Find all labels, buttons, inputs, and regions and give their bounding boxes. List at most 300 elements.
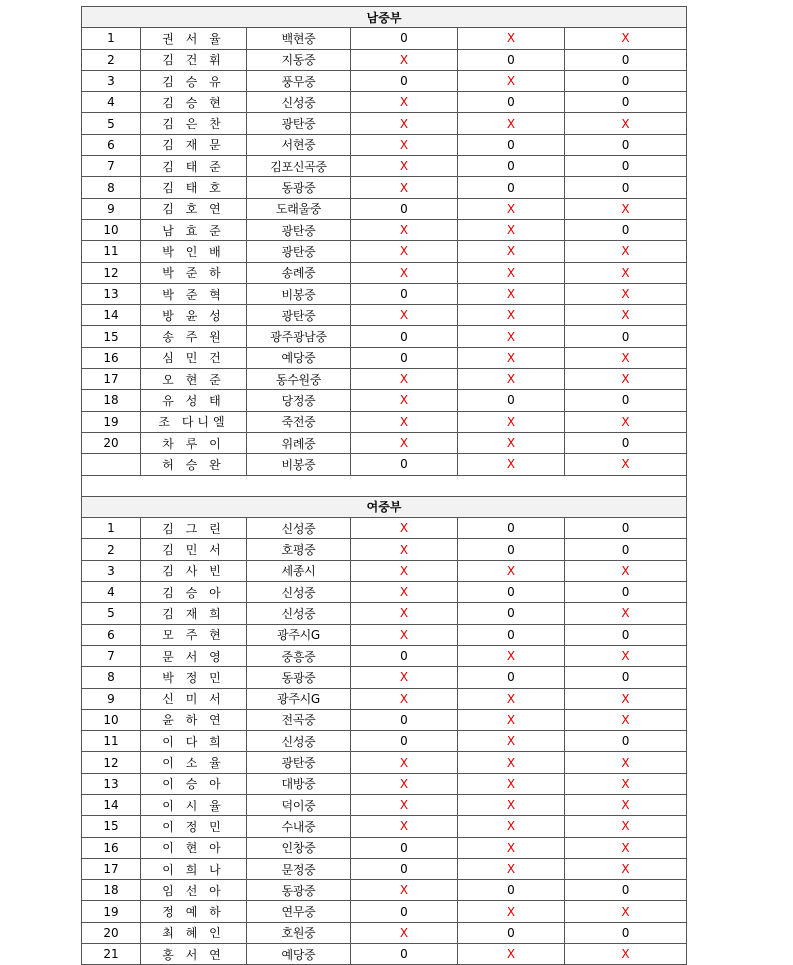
result-1: 0	[351, 198, 458, 219]
result-1: X	[351, 241, 458, 262]
table-row	[82, 922, 687, 943]
row-number: 19	[82, 901, 141, 922]
table-row	[82, 326, 687, 347]
result-3: 0	[565, 92, 687, 113]
result-1: 0	[351, 28, 458, 49]
result-2: 0	[458, 518, 565, 539]
table-row	[82, 177, 687, 198]
school-name: 호원중	[247, 922, 351, 943]
player-name: 이 희 나	[141, 858, 247, 879]
player-name: 김 호 연	[141, 198, 247, 219]
school-name: 인창중	[247, 837, 351, 858]
player-name: 박 인 배	[141, 241, 247, 262]
result-3: 0	[565, 177, 687, 198]
player-name: 모 주 현	[141, 624, 247, 645]
result-3: X	[565, 113, 687, 134]
player-name: 임 선 아	[141, 880, 247, 901]
school-name: 문정중	[247, 858, 351, 879]
result-3: 0	[565, 539, 687, 560]
result-3: X	[565, 305, 687, 326]
row-number: 14	[82, 794, 141, 815]
table-row	[82, 198, 687, 219]
result-1: X	[351, 582, 458, 603]
result-1: X	[351, 688, 458, 709]
row-number: 7	[82, 156, 141, 177]
row-number: 20	[82, 922, 141, 943]
row-number: 18	[82, 390, 141, 411]
player-name: 김 그 린	[141, 518, 247, 539]
player-name: 이 현 아	[141, 837, 247, 858]
result-2: X	[458, 816, 565, 837]
row-number: 17	[82, 369, 141, 390]
player-name: 김 승 현	[141, 92, 247, 113]
table-row	[82, 603, 687, 624]
result-3: 0	[565, 432, 687, 453]
result-3: 0	[565, 667, 687, 688]
player-name: 박 준 혁	[141, 283, 247, 304]
school-name: 위례중	[247, 432, 351, 453]
player-name: 남 효 준	[141, 219, 247, 240]
result-2: X	[458, 28, 565, 49]
table-row	[82, 773, 687, 794]
result-3: X	[565, 858, 687, 879]
player-name: 조 다니엘	[141, 411, 247, 432]
player-name: 허 승 완	[141, 454, 247, 475]
result-3: X	[565, 773, 687, 794]
result-2: 0	[458, 880, 565, 901]
result-2: X	[458, 773, 565, 794]
school-name: 송례중	[247, 262, 351, 283]
row-number: 6	[82, 624, 141, 645]
result-3: X	[565, 241, 687, 262]
result-1: X	[351, 794, 458, 815]
table-row	[82, 752, 687, 773]
result-1: 0	[351, 837, 458, 858]
player-name: 유 성 태	[141, 390, 247, 411]
result-2: X	[458, 858, 565, 879]
row-number: 2	[82, 539, 141, 560]
result-1: X	[351, 518, 458, 539]
school-name: 신성중	[247, 603, 351, 624]
school-name: 광주시G	[247, 624, 351, 645]
result-1: X	[351, 773, 458, 794]
table-row	[82, 113, 687, 134]
result-2: X	[458, 283, 565, 304]
result-2: 0	[458, 624, 565, 645]
table-row	[82, 92, 687, 113]
result-2: 0	[458, 390, 565, 411]
row-number: 11	[82, 241, 141, 262]
row-number: 21	[82, 944, 141, 965]
result-3: X	[565, 198, 687, 219]
player-name: 차 루 이	[141, 432, 247, 453]
section-header	[82, 496, 687, 517]
school-name: 풍무중	[247, 70, 351, 91]
table-row	[82, 858, 687, 879]
result-2: X	[458, 837, 565, 858]
result-1: 0	[351, 645, 458, 666]
result-2: 0	[458, 667, 565, 688]
school-name: 호평중	[247, 539, 351, 560]
school-name: 광탄중	[247, 219, 351, 240]
school-name: 비봉중	[247, 454, 351, 475]
result-1: X	[351, 92, 458, 113]
result-3: X	[565, 347, 687, 368]
school-name: 당정중	[247, 390, 351, 411]
player-name: 정 예 하	[141, 901, 247, 922]
row-number: 10	[82, 219, 141, 240]
result-2: 0	[458, 603, 565, 624]
result-3: 0	[565, 156, 687, 177]
row-number: 9	[82, 688, 141, 709]
table-row	[82, 731, 687, 752]
result-3: 0	[565, 922, 687, 943]
result-1: X	[351, 390, 458, 411]
player-name: 김 건 휘	[141, 49, 247, 70]
result-1: X	[351, 752, 458, 773]
school-name: 신성중	[247, 518, 351, 539]
result-1: X	[351, 369, 458, 390]
table-row	[82, 582, 687, 603]
result-2: 0	[458, 156, 565, 177]
result-2: X	[458, 709, 565, 730]
school-name: 수내중	[247, 816, 351, 837]
school-name: 지동중	[247, 49, 351, 70]
result-1: 0	[351, 454, 458, 475]
result-1: 0	[351, 709, 458, 730]
result-2: X	[458, 219, 565, 240]
result-2: X	[458, 731, 565, 752]
school-name: 도래울중	[247, 198, 351, 219]
result-1: X	[351, 603, 458, 624]
row-number: 12	[82, 262, 141, 283]
player-name: 김 재 희	[141, 603, 247, 624]
school-name: 광탄중	[247, 752, 351, 773]
player-name: 홍 서 연	[141, 944, 247, 965]
result-3: 0	[565, 880, 687, 901]
table-row	[82, 411, 687, 432]
row-number: 13	[82, 283, 141, 304]
school-name: 동수원중	[247, 369, 351, 390]
row-number: 1	[82, 28, 141, 49]
table-row	[82, 369, 687, 390]
result-2: X	[458, 432, 565, 453]
result-2: X	[458, 198, 565, 219]
result-2: 0	[458, 134, 565, 155]
result-1: X	[351, 667, 458, 688]
result-1: X	[351, 156, 458, 177]
result-1: X	[351, 305, 458, 326]
player-name: 오 현 준	[141, 369, 247, 390]
table-row	[82, 518, 687, 539]
player-name: 김 민 서	[141, 539, 247, 560]
player-name: 김 태 준	[141, 156, 247, 177]
result-2: X	[458, 794, 565, 815]
row-number: 8	[82, 177, 141, 198]
table-row	[82, 454, 687, 475]
school-name: 비봉중	[247, 283, 351, 304]
row-number: 3	[82, 70, 141, 91]
section-title: 여중부	[82, 496, 687, 517]
table-row	[82, 390, 687, 411]
result-1: X	[351, 922, 458, 943]
result-2: 0	[458, 92, 565, 113]
player-name: 김 은 찬	[141, 113, 247, 134]
table-row	[82, 156, 687, 177]
row-number: 16	[82, 347, 141, 368]
table-row	[82, 28, 687, 49]
player-name: 김 재 문	[141, 134, 247, 155]
player-name: 김 태 호	[141, 177, 247, 198]
result-1: X	[351, 624, 458, 645]
result-3: X	[565, 28, 687, 49]
result-1: X	[351, 177, 458, 198]
result-1: X	[351, 539, 458, 560]
school-name: 대방중	[247, 773, 351, 794]
player-name: 김 승 아	[141, 582, 247, 603]
result-1: 0	[351, 901, 458, 922]
row-number: 12	[82, 752, 141, 773]
row-number: 8	[82, 667, 141, 688]
player-name: 신 미 서	[141, 688, 247, 709]
player-name: 이 승 아	[141, 773, 247, 794]
section-header	[82, 7, 687, 28]
result-3: X	[565, 752, 687, 773]
school-name: 동광중	[247, 667, 351, 688]
result-3: X	[565, 560, 687, 581]
result-3: X	[565, 283, 687, 304]
row-number: 20	[82, 432, 141, 453]
result-2: X	[458, 113, 565, 134]
result-3: X	[565, 709, 687, 730]
result-2: X	[458, 454, 565, 475]
player-name: 최 혜 인	[141, 922, 247, 943]
result-1: X	[351, 411, 458, 432]
result-2: X	[458, 944, 565, 965]
result-1: 0	[351, 283, 458, 304]
table-row	[82, 901, 687, 922]
school-name: 광주시G	[247, 688, 351, 709]
section-spacer	[82, 475, 687, 496]
school-name: 동광중	[247, 880, 351, 901]
school-name: 연무중	[247, 901, 351, 922]
result-3: X	[565, 411, 687, 432]
row-number: 5	[82, 113, 141, 134]
school-name: 죽전중	[247, 411, 351, 432]
player-name: 김 사 빈	[141, 560, 247, 581]
school-name: 광탄중	[247, 305, 351, 326]
section-title: 남중부	[82, 7, 687, 28]
player-name: 이 소 율	[141, 752, 247, 773]
result-1: X	[351, 560, 458, 581]
result-1: X	[351, 262, 458, 283]
row-number: 17	[82, 858, 141, 879]
player-name: 방 윤 성	[141, 305, 247, 326]
result-3: X	[565, 645, 687, 666]
row-number: 16	[82, 837, 141, 858]
table-row	[82, 305, 687, 326]
result-2: X	[458, 305, 565, 326]
row-number: 3	[82, 560, 141, 581]
result-1: X	[351, 816, 458, 837]
result-3: X	[565, 944, 687, 965]
result-3: X	[565, 262, 687, 283]
result-1: X	[351, 134, 458, 155]
school-name: 덕이중	[247, 794, 351, 815]
school-name: 광탄중	[247, 241, 351, 262]
player-name: 김 승 유	[141, 70, 247, 91]
result-1: 0	[351, 347, 458, 368]
school-name: 동광중	[247, 177, 351, 198]
result-3: X	[565, 454, 687, 475]
result-3: 0	[565, 326, 687, 347]
result-1: X	[351, 880, 458, 901]
row-number	[82, 454, 141, 475]
result-2: X	[458, 645, 565, 666]
result-3: 0	[565, 731, 687, 752]
row-number: 19	[82, 411, 141, 432]
result-1: X	[351, 219, 458, 240]
result-1: 0	[351, 731, 458, 752]
result-2: X	[458, 347, 565, 368]
row-number: 5	[82, 603, 141, 624]
school-name: 예당중	[247, 347, 351, 368]
result-2: X	[458, 326, 565, 347]
school-name: 백현중	[247, 28, 351, 49]
row-number: 13	[82, 773, 141, 794]
player-name: 이 다 희	[141, 731, 247, 752]
result-2: 0	[458, 177, 565, 198]
table-row	[82, 667, 687, 688]
row-number: 15	[82, 816, 141, 837]
result-1: X	[351, 113, 458, 134]
result-2: X	[458, 369, 565, 390]
row-number: 4	[82, 582, 141, 603]
row-number: 1	[82, 518, 141, 539]
table-row	[82, 837, 687, 858]
row-number: 15	[82, 326, 141, 347]
row-number: 10	[82, 709, 141, 730]
player-name: 권 서 율	[141, 28, 247, 49]
result-1: 0	[351, 326, 458, 347]
result-1: 0	[351, 70, 458, 91]
table-row	[82, 539, 687, 560]
result-3: 0	[565, 70, 687, 91]
player-name: 이 시 율	[141, 794, 247, 815]
result-3: 0	[565, 582, 687, 603]
result-3: 0	[565, 624, 687, 645]
result-2: X	[458, 688, 565, 709]
school-name: 신성중	[247, 582, 351, 603]
school-name: 중흥중	[247, 645, 351, 666]
result-3: X	[565, 794, 687, 815]
school-name: 전곡중	[247, 709, 351, 730]
result-3: 0	[565, 134, 687, 155]
result-3: 0	[565, 49, 687, 70]
row-number: 4	[82, 92, 141, 113]
table-row	[82, 645, 687, 666]
row-number: 11	[82, 731, 141, 752]
table-row	[82, 709, 687, 730]
result-1: X	[351, 432, 458, 453]
result-2: X	[458, 560, 565, 581]
result-2: X	[458, 411, 565, 432]
table-row	[82, 70, 687, 91]
school-name: 세종시	[247, 560, 351, 581]
result-2: X	[458, 70, 565, 91]
school-name: 서현중	[247, 134, 351, 155]
result-2: 0	[458, 49, 565, 70]
row-number: 18	[82, 880, 141, 901]
result-3: X	[565, 837, 687, 858]
table-row	[82, 347, 687, 368]
result-2: X	[458, 752, 565, 773]
player-name: 윤 하 연	[141, 709, 247, 730]
player-name: 송 주 원	[141, 326, 247, 347]
result-3: X	[565, 369, 687, 390]
results-table	[81, 6, 687, 965]
school-name: 김포신곡중	[247, 156, 351, 177]
player-name: 심 민 건	[141, 347, 247, 368]
player-name: 문 서 영	[141, 645, 247, 666]
table-row	[82, 560, 687, 581]
result-2: 0	[458, 539, 565, 560]
row-number: 9	[82, 198, 141, 219]
player-name: 박 정 민	[141, 667, 247, 688]
table-row	[82, 219, 687, 240]
result-1: 0	[351, 944, 458, 965]
table-row	[82, 816, 687, 837]
table-row	[82, 624, 687, 645]
school-name: 예당중	[247, 944, 351, 965]
result-3: 0	[565, 219, 687, 240]
table-row	[82, 134, 687, 155]
result-1: X	[351, 49, 458, 70]
player-name: 박 준 하	[141, 262, 247, 283]
row-number: 7	[82, 645, 141, 666]
table-row	[82, 880, 687, 901]
result-3: X	[565, 603, 687, 624]
result-3: 0	[565, 390, 687, 411]
row-number: 2	[82, 49, 141, 70]
result-3: X	[565, 688, 687, 709]
school-name: 광주광남중	[247, 326, 351, 347]
row-number: 6	[82, 134, 141, 155]
table-row	[82, 283, 687, 304]
result-3: X	[565, 901, 687, 922]
table-row	[82, 432, 687, 453]
result-2: X	[458, 241, 565, 262]
table-row	[82, 944, 687, 965]
school-name: 광탄중	[247, 113, 351, 134]
table-row	[82, 49, 687, 70]
school-name: 신성중	[247, 731, 351, 752]
player-name: 이 정 민	[141, 816, 247, 837]
table-row	[82, 688, 687, 709]
table-row	[82, 794, 687, 815]
school-name: 신성중	[247, 92, 351, 113]
result-3: X	[565, 816, 687, 837]
row-number: 14	[82, 305, 141, 326]
result-2: X	[458, 262, 565, 283]
result-2: 0	[458, 582, 565, 603]
result-2: 0	[458, 922, 565, 943]
table-row	[82, 262, 687, 283]
result-2: X	[458, 901, 565, 922]
table-row	[82, 241, 687, 262]
result-1: 0	[351, 858, 458, 879]
result-3: 0	[565, 518, 687, 539]
